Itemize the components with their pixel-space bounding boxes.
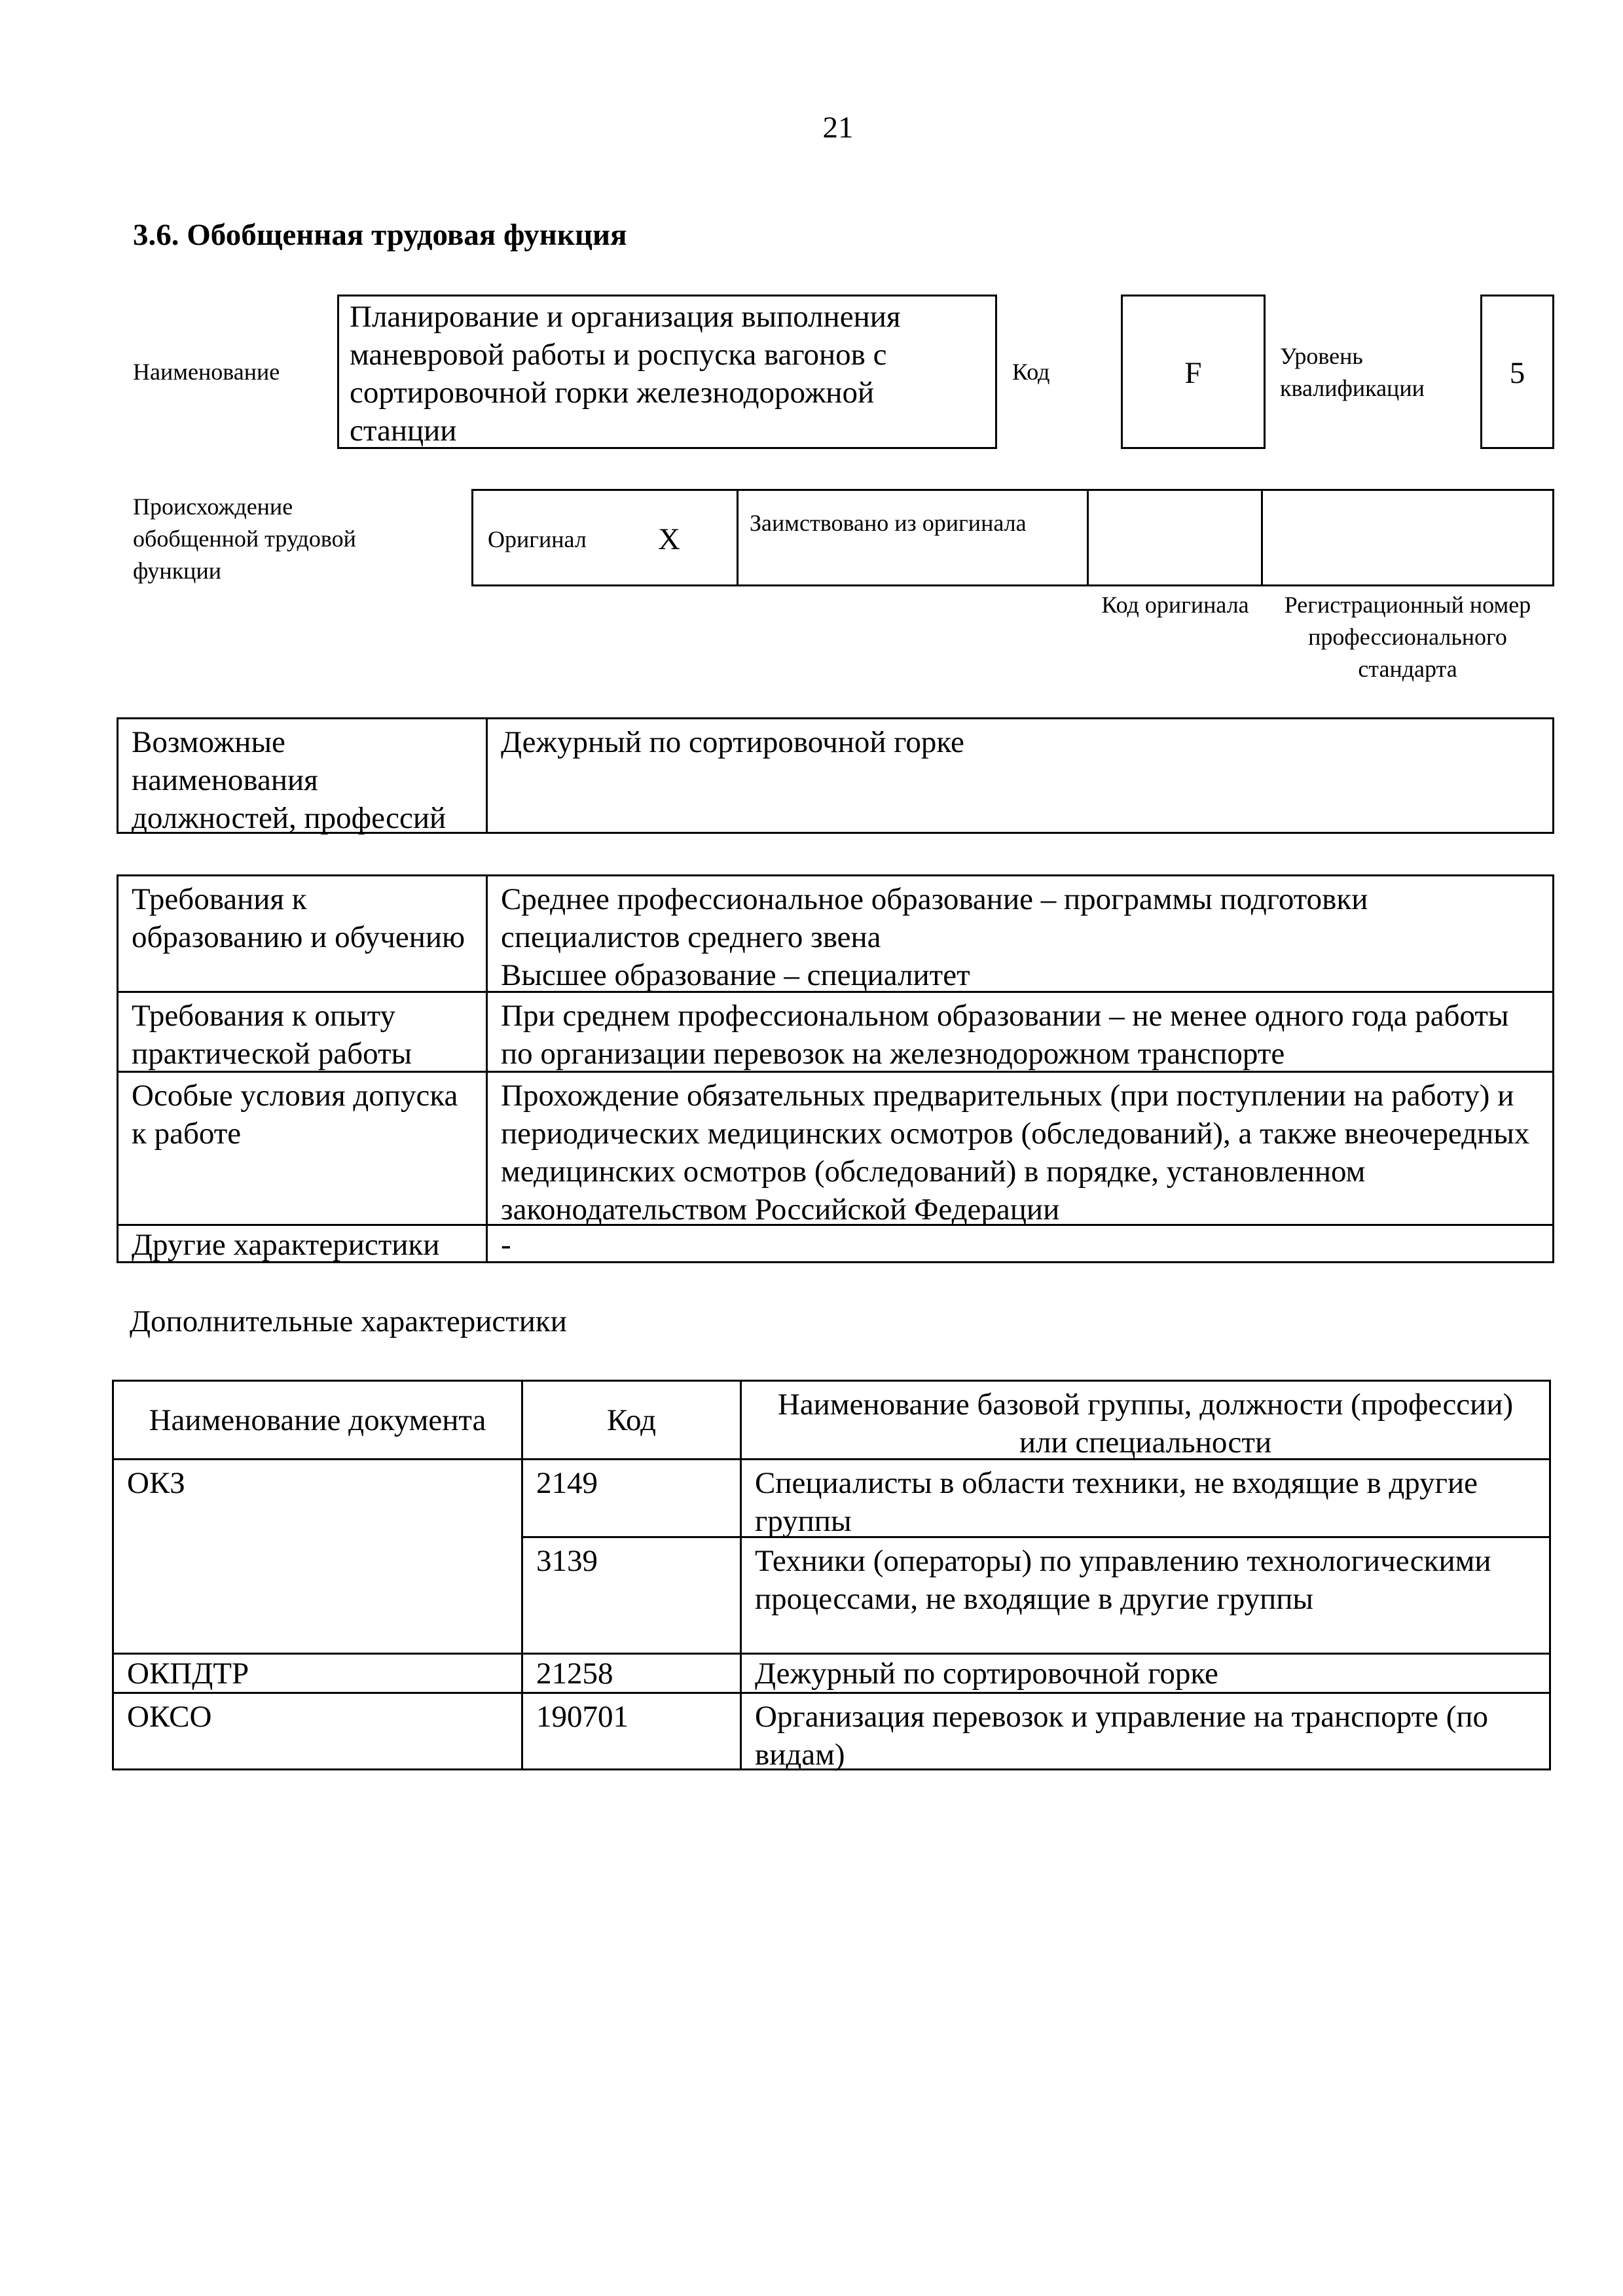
req-experience-label: Требования к опыту практической работы [117,991,488,1073]
req-experience-value: При среднем профессиональном образовании – не менее одного года работы по организации перевозок на железнодорожном транспорте [486,991,1554,1073]
row-name: Техники (операторы) по управлению технологическими процессами, не входящие в другие группы [740,1536,1551,1655]
req-other-label: Другие характеристики [117,1224,488,1263]
divider [737,489,739,586]
positions-label: Возможные наименования должностей, профессий [117,717,488,834]
section-title: 3.6. Обобщенная трудовая функция [133,218,627,252]
original-mark: X [658,522,680,556]
page-number: 21 [822,111,854,145]
divider [1087,489,1089,586]
original-label: Оригинал [488,526,587,552]
header-doc: Наименование документа [112,1380,523,1460]
code-label: Код [1012,359,1050,385]
req-education-value: Среднее профессиональное образование – программы подготовки специалистов среднего звена Высшее образование – специалитет [486,874,1554,993]
row-name: Организация перевозок и управление на транспорте (по видам) [740,1692,1551,1770]
level-value: 5 [1480,295,1554,449]
row-name: Специалисты в области техники, не входящие в другие группы [740,1458,1551,1538]
req-conditions-label: Особые условия допуска к работе [117,1071,488,1226]
row-doc: ОКПДТР [112,1653,523,1694]
row-doc: ОКЗ [112,1458,523,1655]
row-code: 3139 [521,1536,742,1655]
positions-value: Дежурный по сортировочной горке [486,717,1554,834]
req-other-value: - [486,1224,1554,1263]
row-name: Дежурный по сортировочной горке [740,1653,1551,1694]
code-original-caption: Код оригинала [1101,592,1249,618]
header-name: Наименование базовой группы, должности (профессии) или специальности [740,1380,1551,1460]
divider [1261,489,1263,586]
row-code: 2149 [521,1458,742,1538]
level-label: Уровень квалификации [1280,343,1425,401]
row-doc: ОКСО [112,1692,523,1770]
row-code: 21258 [521,1653,742,1694]
borrowed-label: Заимствовано из оригинала [750,510,1027,536]
req-education-label: Требования к образованию и обучению [117,874,488,993]
name-value: Планирование и организация выполнения маневровой работы и роспуска вагонов с сортировочной горки железнодорожной станции [337,295,997,449]
code-value: F [1121,295,1266,449]
header-code: Код [521,1380,742,1460]
origin-label: Происхождение обобщенной трудовой функции [133,493,356,584]
req-conditions-value: Прохождение обязательных предварительных (при поступлении на работу) и периодических медицинских осмотров (обследований), а также внеочередных медицинских осмотров (обследований) в порядке, установленном законодательством Российской Федерации [486,1071,1554,1226]
row-code: 190701 [521,1692,742,1770]
additional-title: Дополнительные характеристики [130,1304,567,1338]
name-label: Наименование [133,359,280,385]
reg-number-caption: Регистрационный номер профессионального стандарта [1284,592,1531,682]
